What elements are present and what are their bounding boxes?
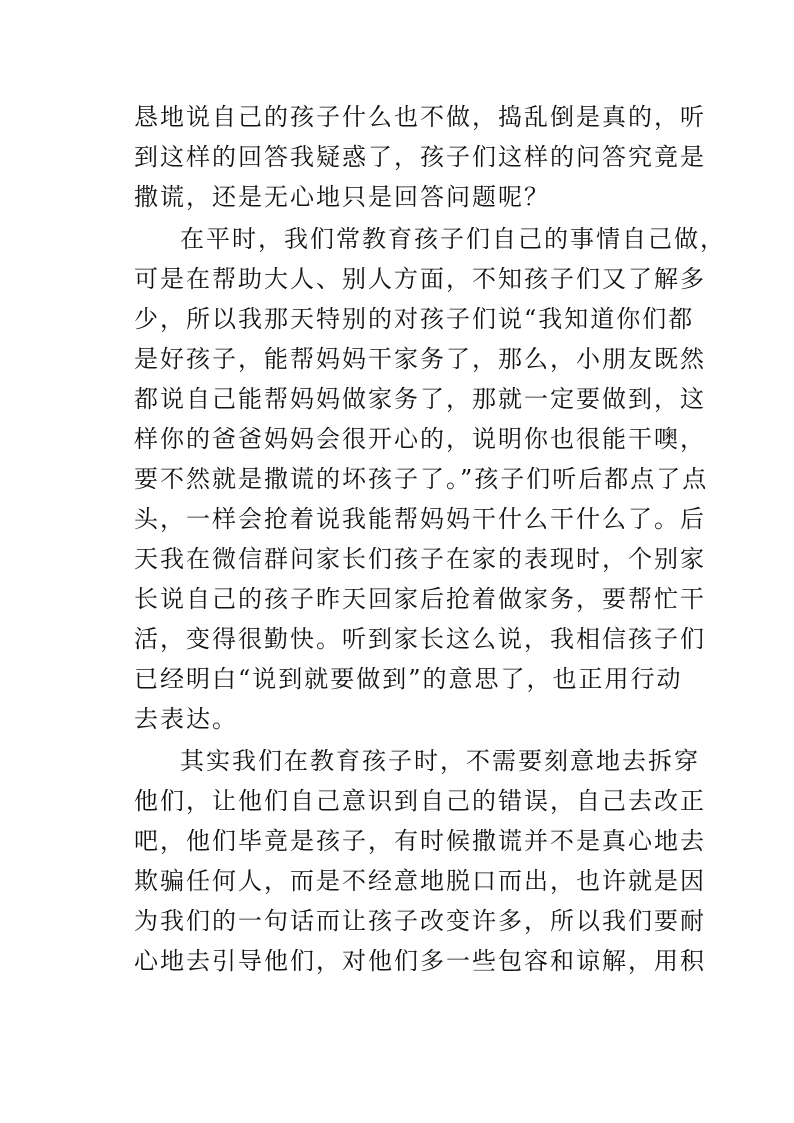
text-line: 长说自己的孩子昨天回家后抢着做家务，要帮忙干 bbox=[134, 585, 706, 613]
paragraph-first-line: 在平时，我们常教育孩子们自己的事情自己做， bbox=[180, 225, 726, 253]
text-line: 已经明白“说到就要做到”的意思了，也正用行动 bbox=[134, 665, 683, 693]
text-line: 撒谎，还是无心地只是回答问题呢？ bbox=[134, 183, 550, 211]
text-line: 去表达。 bbox=[134, 705, 238, 733]
text-line: 都说自己能帮妈妈做家务了，那就一定要做到，这 bbox=[134, 385, 706, 413]
text-line: 心地去引导他们，对他们多一些包容和谅解，用积 bbox=[134, 947, 706, 975]
text-line: 为我们的一句话而让孩子改变许多，所以我们要耐 bbox=[134, 907, 706, 935]
text-line: 吧，他们毕竟是孩子，有时候撒谎并不是真心地去 bbox=[134, 827, 706, 855]
text-line: 欺骗任何人，而是不经意地脱口而出，也许就是因 bbox=[134, 867, 706, 895]
text-line: 天我在微信群问家长们孩子在家的表现时，个别家 bbox=[134, 545, 706, 573]
text-line: 样你的爸爸妈妈会很开心的，说明你也很能干噢， bbox=[134, 425, 706, 453]
text-line: 头，一样会抢着说我能帮妈妈干什么干什么了。后 bbox=[134, 505, 706, 533]
paragraph-first-line: 其实我们在教育孩子时，不需要刻意地去拆穿 bbox=[180, 747, 700, 775]
text-line: 要不然就是撒谎的坏孩子了。”孩子们听后都点了点 bbox=[134, 465, 709, 493]
text-line: 他们，让他们自己意识到自己的错误，自己去改正 bbox=[134, 787, 706, 815]
text-line: 恳地说自己的孩子什么也不做，捣乱倒是真的，听 bbox=[134, 103, 706, 131]
text-line: 少，所以我那天特别的对孩子们说“我知道你们都 bbox=[134, 305, 695, 333]
text-line: 到这样的回答我疑惑了，孩子们这样的问答究竟是 bbox=[134, 143, 706, 171]
text-line: 是好孩子，能帮妈妈干家务了，那么，小朋友既然 bbox=[134, 345, 706, 373]
text-line: 可是在帮助大人、别人方面，不知孩子们又了解多 bbox=[134, 265, 706, 293]
text-line: 活，变得很勤快。听到家长这么说，我相信孩子们 bbox=[134, 625, 706, 653]
